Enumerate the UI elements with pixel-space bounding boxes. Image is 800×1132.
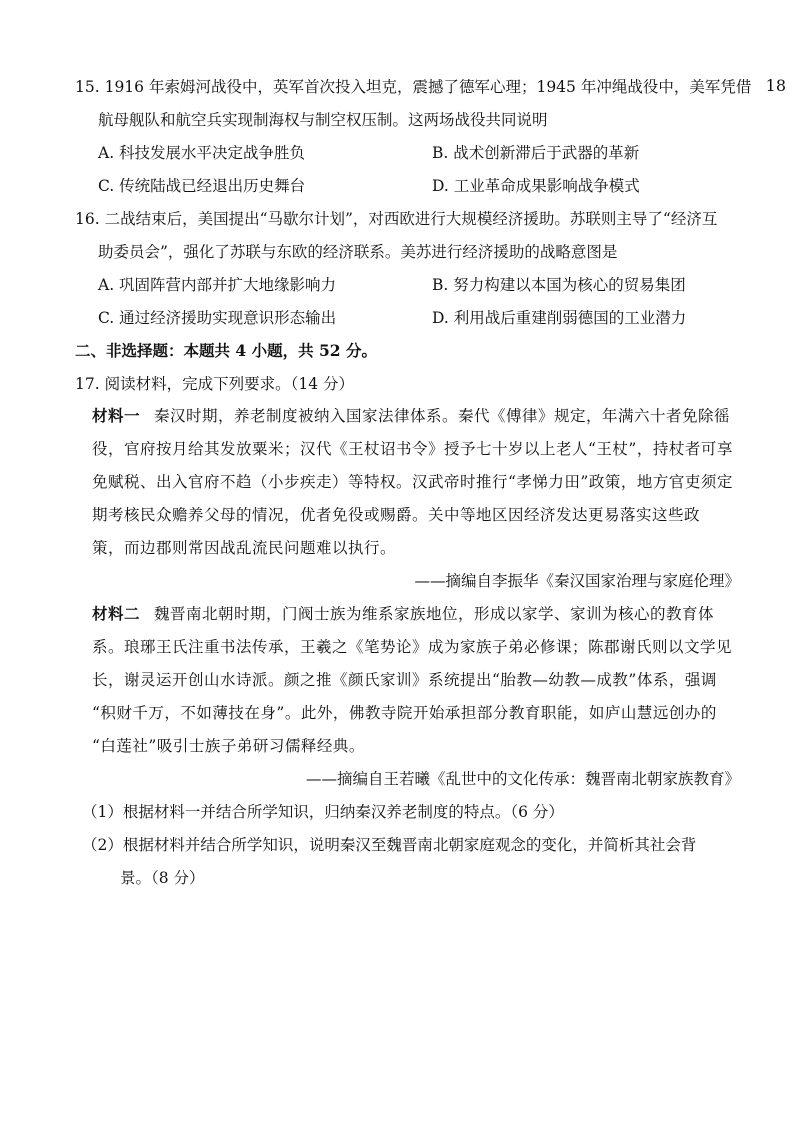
question-15-stem-line1: 15. 1916 年索姆河战役中，英军首次投入坦克，震撼了德军心理；1945 年冲绳战役中，美军凭借 [75, 78, 752, 96]
material-2-text: 魏晋南北朝时期，门阀士族为维系家族地位，形成以家学、家训为核心的教育体 [154, 605, 715, 623]
material-1-text: 秦汉时期，养老制度被纳入国家法律体系。秦代《傅律》规定，年满六十者免除徭 [154, 407, 731, 425]
question-15-option-c: C. 传统陆战已经退出历史舞台 [98, 177, 306, 195]
material-1-line3: 免赋税、出入官府不趋（小步疾走）等特权。汉武帝时推行“孝悌力田”政策，地方官吏须定 [92, 473, 733, 491]
material-1-line5: 策，而边郡则常因战乱流民问题难以执行。 [92, 539, 397, 557]
material-1-source: ——摘编自李振华《秦汉国家治理与家庭伦理》 [414, 572, 740, 590]
material-1-line2: 役，官府按月给其发放粟米；汉代《王杖诏书令》授予七十岁以上老人“王杖”，持杖者可享 [92, 440, 733, 458]
question-16-option-b: B. 努力构建以本国为核心的贸易集团 [432, 276, 686, 294]
question-17-sub1: （1）根据材料一并结合所学知识，归纳秦汉养老制度的特点。（6 分） [82, 803, 564, 821]
question-17-intro: 17. 阅读材料，完成下列要求。（14 分） [75, 375, 354, 393]
material-2-line1 [92, 603, 714, 625]
material-2-line4: “积财千万，不如薄技在身”。此外，佛教寺院开始承担部分教育职能，如庐山慧远创办的 [92, 704, 717, 722]
section-2-heading: 二、非选择题：本题共 4 小题，共 52 分。 [75, 341, 377, 360]
question-15-stem-line2: 航母舰队和航空兵实现制海权与制空权压制。这两场战役共同说明 [98, 111, 548, 129]
question-16-stem-line1: 16. 二战结束后，美国提出“马歇尔计划”，对西欧进行大规模经济援助。苏联则主导了“经济互 [75, 210, 718, 228]
question-17-sub2-line1: （2）根据材料并结合所学知识，说明秦汉至魏晋南北朝家庭观念的变化，并简析其社会背 [82, 836, 697, 854]
material-1-label: 材料一 [92, 406, 141, 425]
material-1-line4: 期考核民众赡养父母的情况，优者免役或赐爵。关中等地区因经济发达更易落实这些政 [92, 506, 701, 524]
question-16-option-a: A. 巩固阵营内部并扩大地缘影响力 [98, 276, 337, 294]
material-2-line2: 系。琅琊王氏注重书法传承，王羲之《笔势论》成为家族子弟必修课；陈郡谢氏则以文学见 [92, 638, 733, 656]
material-1-line1 [92, 405, 730, 427]
question-15-option-b: B. 战术创新滞后于武器的革新 [432, 144, 640, 162]
question-16-option-d: D. 利用战后重建削弱德国的工业潜力 [432, 309, 687, 327]
material-2-line5: “白莲社”吸引士族子弟研习儒释经典。 [92, 737, 365, 755]
page-number: 18 [765, 76, 786, 95]
material-2-label: 材料二 [92, 604, 141, 623]
question-15-option-a: A. 科技发展水平决定战争胜负 [98, 144, 306, 162]
material-2-source: ——摘编自王若曦《乱世中的文化传承：魏晋南北朝家族教育》 [305, 770, 740, 788]
question-15-option-d: D. 工业革命成果影响战争模式 [432, 177, 640, 195]
material-2-line3: 长，谢灵运开创山水诗派。颜之推《颜氏家训》系统提出“胎教—幼教—成教”体系，强调 [92, 671, 717, 689]
question-16-option-c: C. 通过经济援助实现意识形态输出 [98, 309, 337, 327]
question-17-sub2-line2: 景。（8 分） [120, 869, 205, 887]
question-16-stem-line2: 助委员会”，强化了苏联与东欧的经济联系。美苏进行经济援助的战略意图是 [98, 243, 618, 261]
